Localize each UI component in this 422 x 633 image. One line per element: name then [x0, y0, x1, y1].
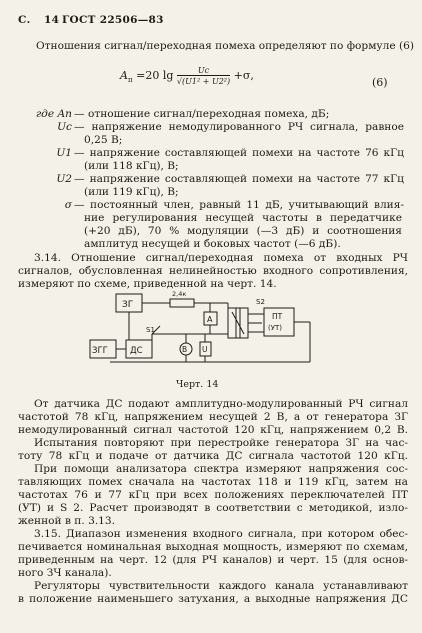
standard-code: ГОСТ 22506—83: [62, 14, 164, 26]
label-ds: ДС: [130, 346, 143, 356]
def-row: (или 119 кГц), В;: [84, 186, 179, 198]
formula-fraction: [177, 66, 230, 86]
def-row: ние регулирования несущей частоты в передатчике: [84, 212, 402, 224]
def-row: амплитуд несущей и боковых частот (—6 дБ).: [84, 238, 341, 250]
resistor: [170, 299, 194, 307]
circuit-diagram: [70, 286, 350, 372]
formula-lhs: A: [120, 69, 128, 82]
def-row: (+20 дБ), 70 % модуляции (—3 дБ) и соотношения: [84, 225, 402, 237]
formula-eq: =20 lg: [136, 69, 174, 82]
page-number: 14: [44, 14, 60, 26]
header-corner: С.: [18, 14, 31, 26]
definitions: [18, 108, 408, 251]
label-s1: S1: [146, 326, 155, 334]
def-row: Uс — напряжение немодулированного РЧ сигнала, равное: [57, 121, 404, 133]
label-pt: ПТ: [272, 312, 283, 321]
label-meter-b: В: [182, 345, 188, 354]
formula: [120, 66, 254, 86]
body-text: От датчика ДС подают амплитудно-модулированный РЧ сигнал частотой 78 кГц, напряжением несущей 2 В, а от генератора ЗГ немодулированный сигнал частотой 120 кГц, напряжением 0,2 В. Испытания повторяют при перестройке генератора ЗГ на час- тоту 78 кГц и подаче от датчика ДС сигнала частотой 120 кГц. При помощи анализатора спектра измеряют напряжения сос- тавляющих помех сначала на частотах 118 и 119 кГц, затем на частотах 76 и 77 кГц при всех положениях переключателей ПТ (УТ) и S 2. Расчет производят в соответствии с методикой, изло- женной в п. 3.13. 3.15. Диапазон изменения входного сигнала, при котором обес- печивается номинальная выходная мощность, измеряют по схемам, приведенным на черт. 12 (для РЧ каналов) и черт. 15 (для основ- ного ЗЧ канала). Регуляторы чувствительности каждого канала устанавливают в положение наименьшего затухания, а выходные напряжения ДС: [18, 398, 408, 605]
paragraph-3-14: 3.14. Отношение сигнал/переходная помеха от входных РЧ сигналов, обусловленная нелинейностью входного сопротивления, измеряют по схеме, приведенной на черт. 14.: [18, 252, 408, 290]
label-zg: ЗГ: [122, 300, 134, 310]
def-row: 0,25 В;: [84, 134, 123, 146]
def-row: U2 — напряжение составляющей помехи на частоте 77 кГц: [56, 173, 404, 185]
figure-caption: Черт. 14: [176, 379, 219, 390]
formula-lhs-sub: п: [127, 76, 133, 85]
label-s2: S2: [256, 298, 265, 306]
label-ammeter: A: [207, 315, 213, 324]
label-zgg: ЗГГ: [92, 346, 108, 356]
def-row: U1 — напряжение составляющей помехи на частоте 76 кГц: [56, 147, 404, 159]
formula-numerator: Uс: [177, 66, 230, 76]
label-resistor: 2,4к: [172, 290, 187, 298]
label-meter-u: U: [202, 345, 208, 354]
def-row: где Aп — отношение сигнал/переходная помеха, дБ;: [35, 108, 330, 120]
def-row: (или 118 кГц), В;: [84, 160, 179, 172]
label-ut: (УТ): [268, 324, 283, 332]
intro-line-1: Отношения сигнал/переходная помеха определяют по формуле (6): [36, 40, 415, 52]
def-row: σ — постоянный член, равный 11 дБ, учитывающий влия-: [64, 199, 404, 211]
formula-tail: +σ,: [233, 69, 254, 82]
formula-number: (6): [372, 76, 388, 89]
formula-denominator: √(U1² + U2²): [176, 77, 231, 86]
